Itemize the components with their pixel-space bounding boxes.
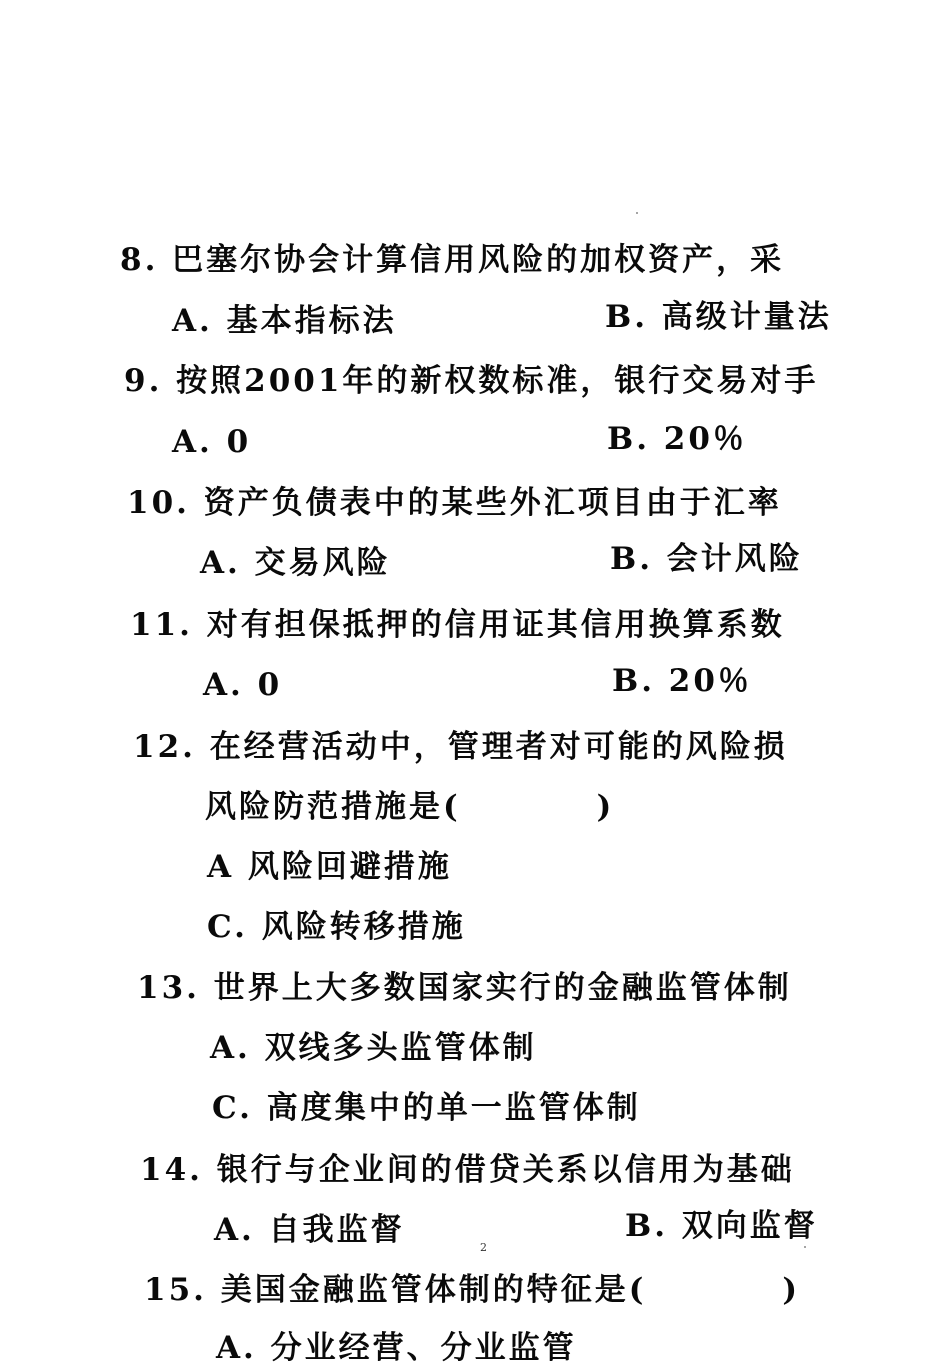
question-14-option-b: B. 双向监督 xyxy=(625,1208,818,1244)
question-13-option-a: A. 双线多头监管体制 xyxy=(210,1030,537,1066)
question-8-stem: 8. 巴塞尔协会计算信用风险的加权资产，采 xyxy=(120,242,785,278)
question-12-stem-continued: 风险防范措施是( ) xyxy=(205,789,615,825)
page-number: 2 xyxy=(480,1241,487,1254)
question-10-stem: 10. 资产负债表中的某些外汇项目由于汇率 xyxy=(127,485,782,521)
question-13-stem: 13. 世界上大多数国家实行的金融监管体制 xyxy=(137,970,792,1006)
question-13-option-c: C. 高度集中的单一监管体制 xyxy=(212,1090,641,1126)
question-10-option-b: B. 会计风险 xyxy=(610,541,803,577)
question-8-option-b: B. 高级计量法 xyxy=(605,299,832,335)
question-12-stem: 12. 在经营活动中，管理者对可能的风险损 xyxy=(133,729,788,765)
scan-speck xyxy=(636,212,638,214)
question-9-option-a: A. 0 xyxy=(172,424,252,460)
question-11-option-b: B. 20％ xyxy=(612,663,752,699)
question-9-stem: 9. 按照2001年的新权数标准，银行交易对手 xyxy=(124,363,819,399)
question-14-option-a: A. 自我监督 xyxy=(214,1212,405,1248)
question-15-stem: 15. 美国金融监管体制的特征是( ) xyxy=(144,1272,801,1308)
question-11-option-a: A. 0 xyxy=(203,667,283,703)
question-9-option-b: B. 20％ xyxy=(607,421,747,457)
scan-speck xyxy=(804,1246,806,1248)
question-14-stem: 14. 银行与企业间的借贷关系以信用为基础 xyxy=(140,1152,795,1188)
question-10-option-a: A. 交易风险 xyxy=(200,545,391,581)
question-12-option-a: A 风险回避措施 xyxy=(207,849,452,885)
question-8-option-a: A. 基本指标法 xyxy=(172,303,397,339)
question-11-stem: 11. 对有担保抵押的信用证其信用换算系数 xyxy=(130,607,785,643)
question-15-option-a: A. 分业经营、分业监管 xyxy=(216,1330,577,1366)
question-12-option-c: C. 风险转移措施 xyxy=(207,909,466,945)
